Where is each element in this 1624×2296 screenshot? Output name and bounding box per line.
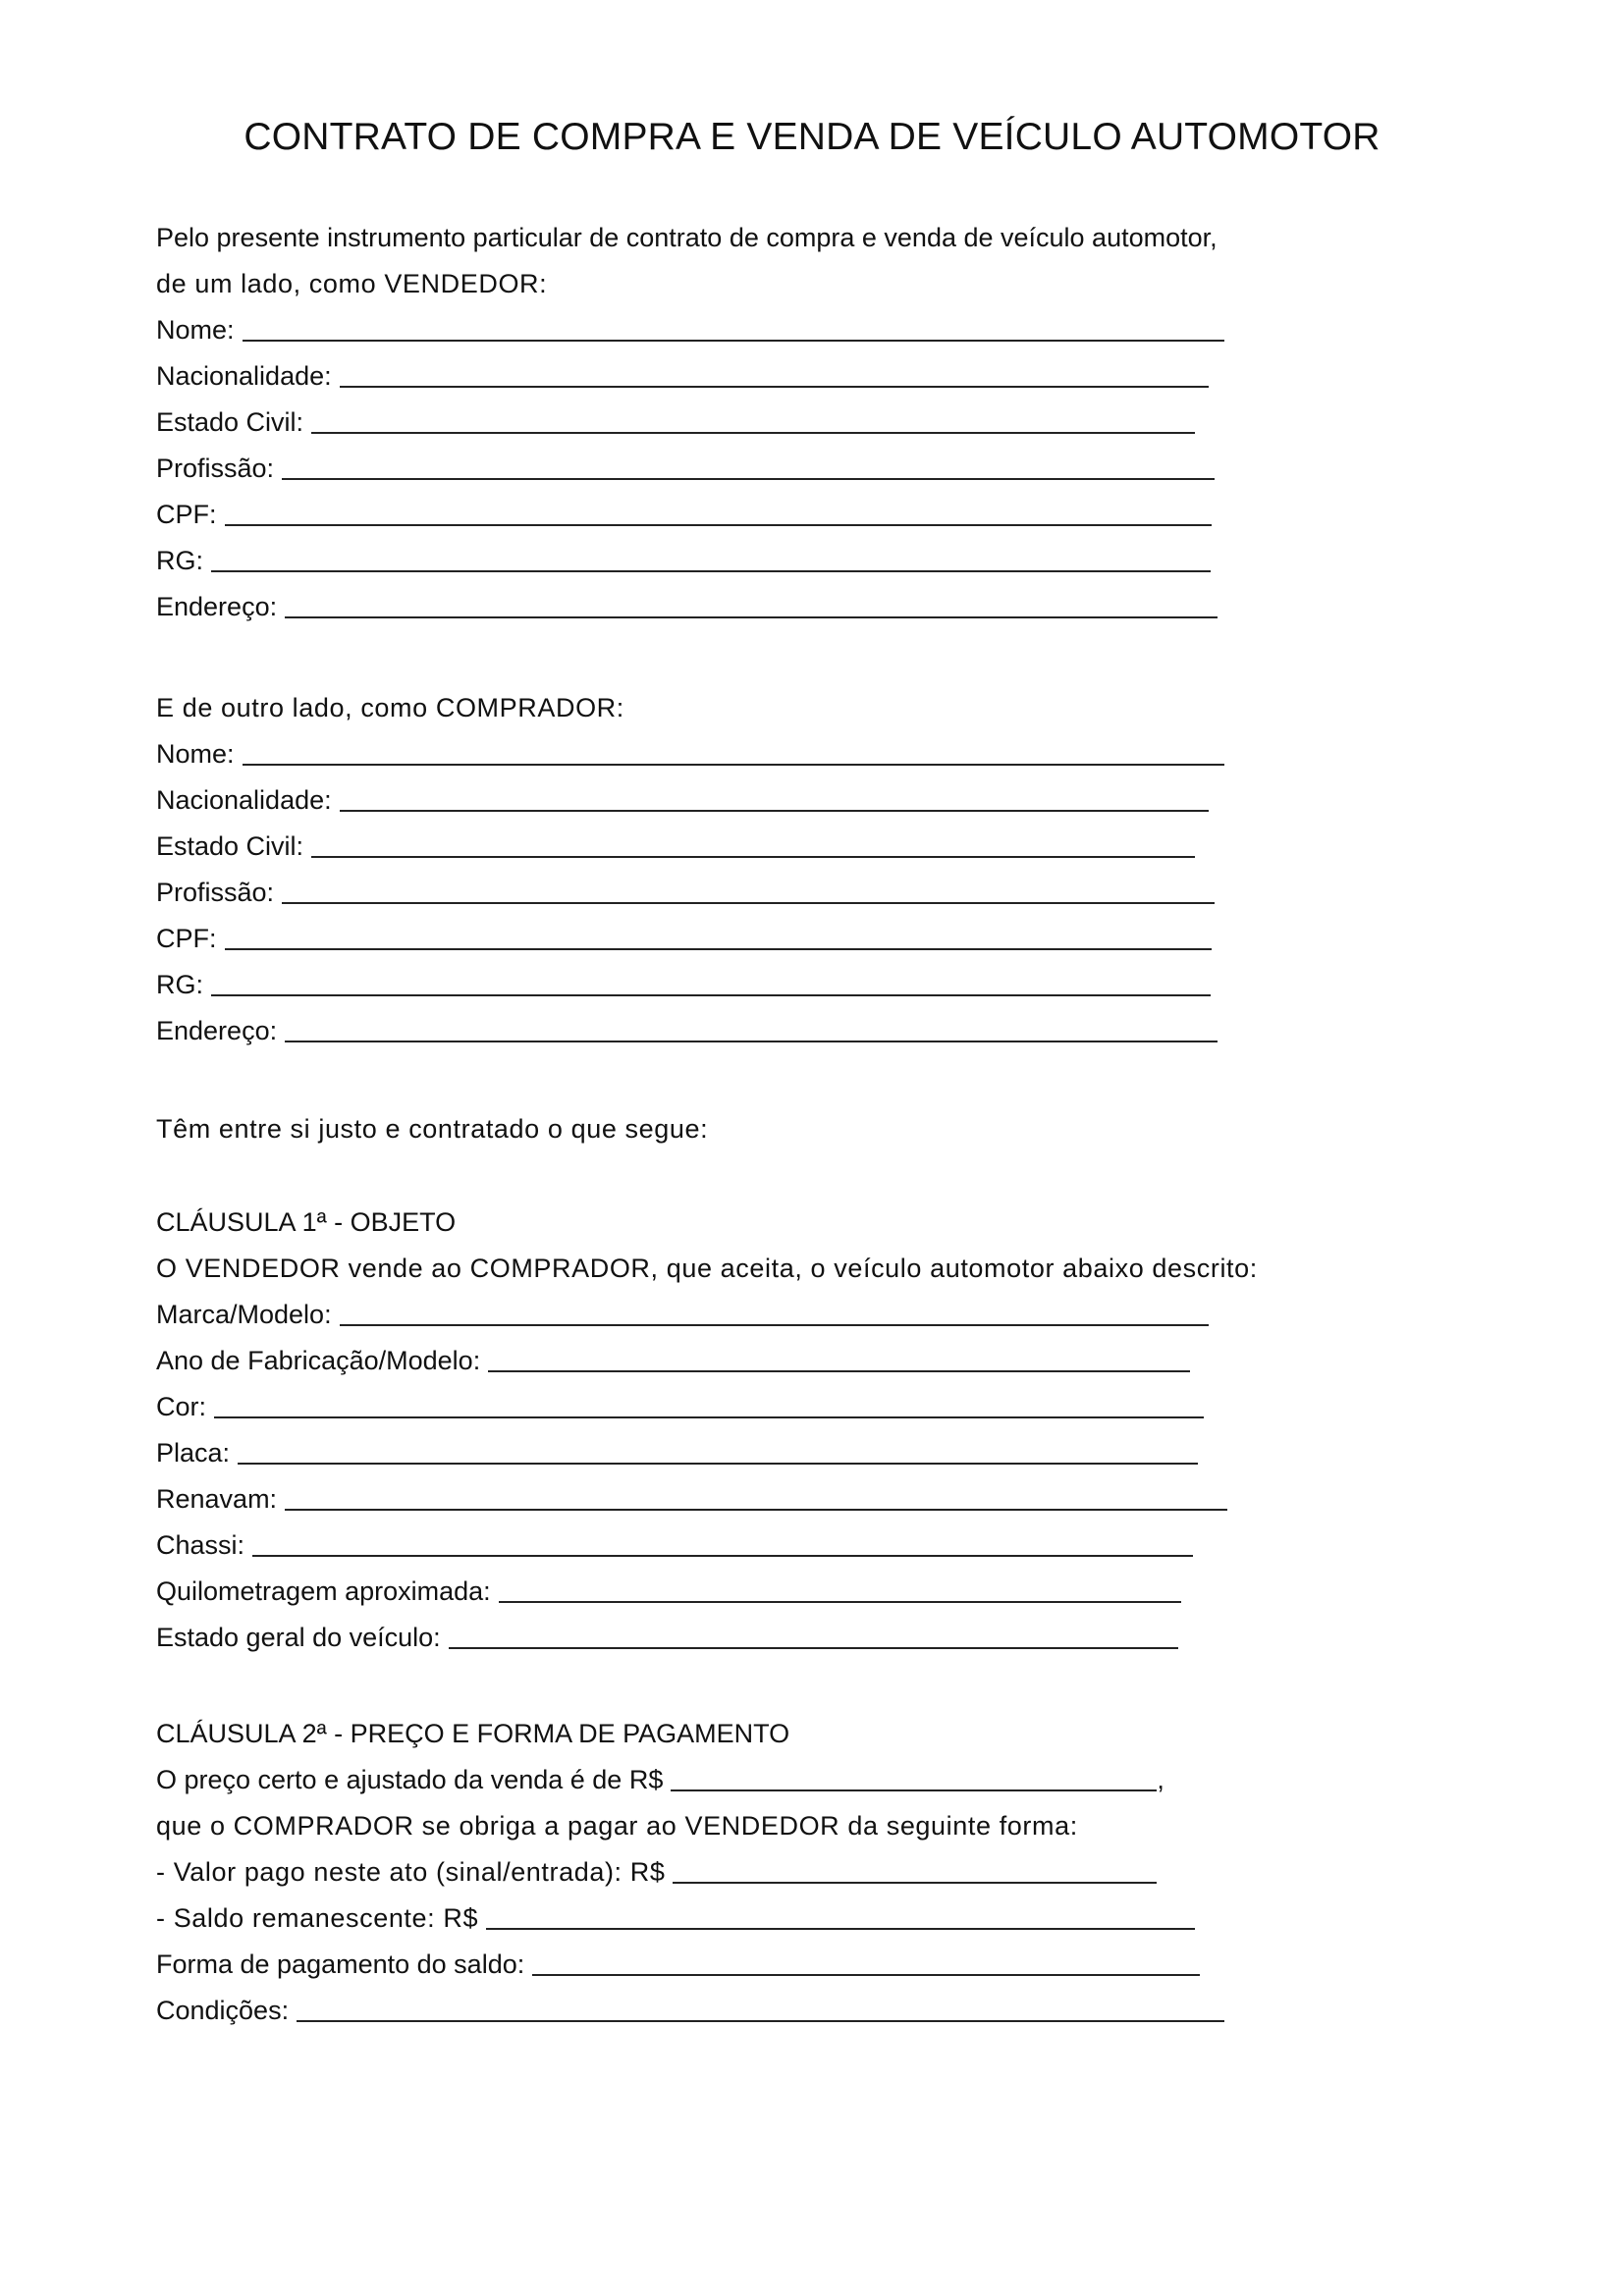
document-title: CONTRATO DE COMPRA E VENDA DE VEÍCULO AUTOMOTOR [244, 116, 1380, 158]
comprador-heading [156, 688, 624, 723]
comprador-rg-blank[interactable] [211, 994, 1211, 996]
clausula1-text-line [156, 1249, 1258, 1284]
agreement-text: Têm entre si justo e contratado o que segue: [156, 1114, 709, 1144]
vendedor-rg-blank[interactable] [211, 570, 1211, 572]
marca-modelo-field[interactable] [156, 1295, 1209, 1330]
sinal-blank[interactable] [673, 1882, 1157, 1884]
condicoes-label: Condições: [156, 1996, 290, 2025]
vendedor-profissao-blank[interactable] [282, 478, 1215, 480]
clausula1-text: O VENDEDOR vende ao COMPRADOR, que aceita, o veículo automotor abaixo descrito: [156, 1254, 1258, 1283]
condicoes-field[interactable] [156, 1991, 1224, 2026]
vendedor-rg-label: RG: [156, 546, 204, 575]
clausula2-heading-text: CLÁUSULA 2ª - PREÇO E FORMA DE PAGAMENTO [156, 1719, 790, 1748]
sinal-label: - Valor pago neste ato (sinal/entrada): R$ [156, 1857, 666, 1887]
obriga-line [156, 1806, 1078, 1842]
placa-blank[interactable] [238, 1463, 1198, 1465]
intro-line-2 [156, 264, 547, 299]
comprador-rg-field[interactable] [156, 965, 1211, 1000]
forma-pagamento-field[interactable] [156, 1945, 1200, 1980]
comprador-cpf-field[interactable] [156, 919, 1212, 954]
clausula1-heading [156, 1202, 456, 1238]
comprador-profissao-blank[interactable] [282, 902, 1215, 904]
clausula2-heading [156, 1714, 789, 1749]
comprador-nacionalidade-field[interactable] [156, 780, 1209, 816]
renavam-blank[interactable] [285, 1509, 1227, 1511]
comprador-estado-civil-blank[interactable] [311, 856, 1195, 858]
quilometragem-label: Quilometragem aproximada: [156, 1576, 491, 1606]
vendedor-endereco-label: Endereço: [156, 592, 278, 621]
comprador-endereco-field[interactable] [156, 1011, 1218, 1046]
comprador-cpf-blank[interactable] [225, 948, 1212, 950]
comprador-nome-label: Nome: [156, 739, 235, 769]
comprador-profissao-field[interactable] [156, 873, 1215, 908]
vendedor-nome-field[interactable] [156, 310, 1224, 346]
vendedor-nome-label: Nome: [156, 315, 235, 345]
marca-modelo-blank[interactable] [340, 1324, 1209, 1326]
chassi-label: Chassi: [156, 1530, 245, 1560]
comprador-nacionalidade-label: Nacionalidade: [156, 785, 332, 815]
vendedor-endereco-field[interactable] [156, 587, 1218, 622]
placa-field[interactable] [156, 1433, 1198, 1468]
comprador-rg-label: RG: [156, 970, 204, 999]
vendedor-nome-blank[interactable] [243, 340, 1224, 342]
condicoes-blank[interactable] [297, 2020, 1224, 2022]
preco-field[interactable] [156, 1760, 1164, 1795]
vendedor-estado-civil-field[interactable] [156, 402, 1195, 438]
ano-blank[interactable] [488, 1370, 1190, 1372]
saldo-label: - Saldo remanescente: R$ [156, 1903, 479, 1933]
comprador-endereco-label: Endereço: [156, 1016, 278, 1045]
comprador-heading-text: E de outro lado, como COMPRADOR: [156, 693, 624, 722]
vendedor-estado-civil-label: Estado Civil: [156, 407, 304, 437]
comprador-estado-civil-label: Estado Civil: [156, 831, 304, 861]
cor-label: Cor: [156, 1392, 207, 1421]
comprador-endereco-blank[interactable] [285, 1041, 1218, 1042]
comprador-nome-blank[interactable] [243, 764, 1224, 766]
placa-label: Placa: [156, 1438, 231, 1468]
vendedor-cpf-blank[interactable] [225, 524, 1212, 526]
comprador-nacionalidade-blank[interactable] [340, 810, 1209, 812]
marca-modelo-label: Marca/Modelo: [156, 1300, 332, 1329]
vendedor-nacionalidade-blank[interactable] [340, 386, 1209, 388]
forma-pagamento-blank[interactable] [532, 1974, 1200, 1976]
comprador-nome-field[interactable] [156, 734, 1224, 770]
vendedor-rg-field[interactable] [156, 541, 1211, 576]
comprador-cpf-label: CPF: [156, 924, 217, 953]
vendedor-profissao-label: Profissão: [156, 454, 275, 483]
saldo-field[interactable] [156, 1898, 1195, 1934]
comprador-estado-civil-field[interactable] [156, 827, 1195, 862]
saldo-blank[interactable] [486, 1928, 1195, 1930]
estado-geral-label: Estado geral do veículo: [156, 1623, 441, 1652]
preco-suffix: , [1157, 1765, 1164, 1794]
preco-label: O preço certo e ajustado da venda é de R$ [156, 1765, 664, 1794]
ano-field[interactable] [156, 1341, 1190, 1376]
cor-blank[interactable] [214, 1416, 1204, 1418]
ano-label: Ano de Fabricação/Modelo: [156, 1346, 481, 1375]
comprador-profissao-label: Profissão: [156, 878, 275, 907]
sinal-field[interactable] [156, 1852, 1157, 1888]
vendedor-profissao-field[interactable] [156, 449, 1215, 484]
intro-text-2: de um lado, como VENDEDOR: [156, 269, 548, 298]
quilometragem-blank[interactable] [499, 1601, 1181, 1603]
vendedor-nacionalidade-label: Nacionalidade: [156, 361, 332, 391]
preco-blank[interactable] [671, 1789, 1157, 1791]
clausula1-heading-text: CLÁUSULA 1ª - OBJETO [156, 1207, 457, 1237]
vendedor-nacionalidade-field[interactable] [156, 356, 1209, 392]
renavam-field[interactable] [156, 1479, 1227, 1515]
vendedor-cpf-label: CPF: [156, 500, 217, 529]
chassi-blank[interactable] [252, 1555, 1193, 1557]
intro-line-1 [156, 218, 1218, 253]
quilometragem-field[interactable] [156, 1572, 1181, 1607]
vendedor-cpf-field[interactable] [156, 495, 1212, 530]
obriga-text: que o COMPRADOR se obriga a pagar ao VENDEDOR da seguinte forma: [156, 1811, 1078, 1841]
vendedor-endereco-blank[interactable] [285, 616, 1218, 618]
renavam-label: Renavam: [156, 1484, 278, 1514]
cor-field[interactable] [156, 1387, 1204, 1422]
chassi-field[interactable] [156, 1525, 1193, 1561]
estado-geral-field[interactable] [156, 1618, 1178, 1653]
estado-geral-blank[interactable] [449, 1647, 1178, 1649]
agreement-line [156, 1109, 708, 1145]
intro-text-1: Pelo presente instrumento particular de contrato de compra e venda de veículo automotor, [156, 223, 1218, 252]
forma-pagamento-label: Forma de pagamento do saldo: [156, 1949, 525, 1979]
vendedor-estado-civil-blank[interactable] [311, 432, 1195, 434]
